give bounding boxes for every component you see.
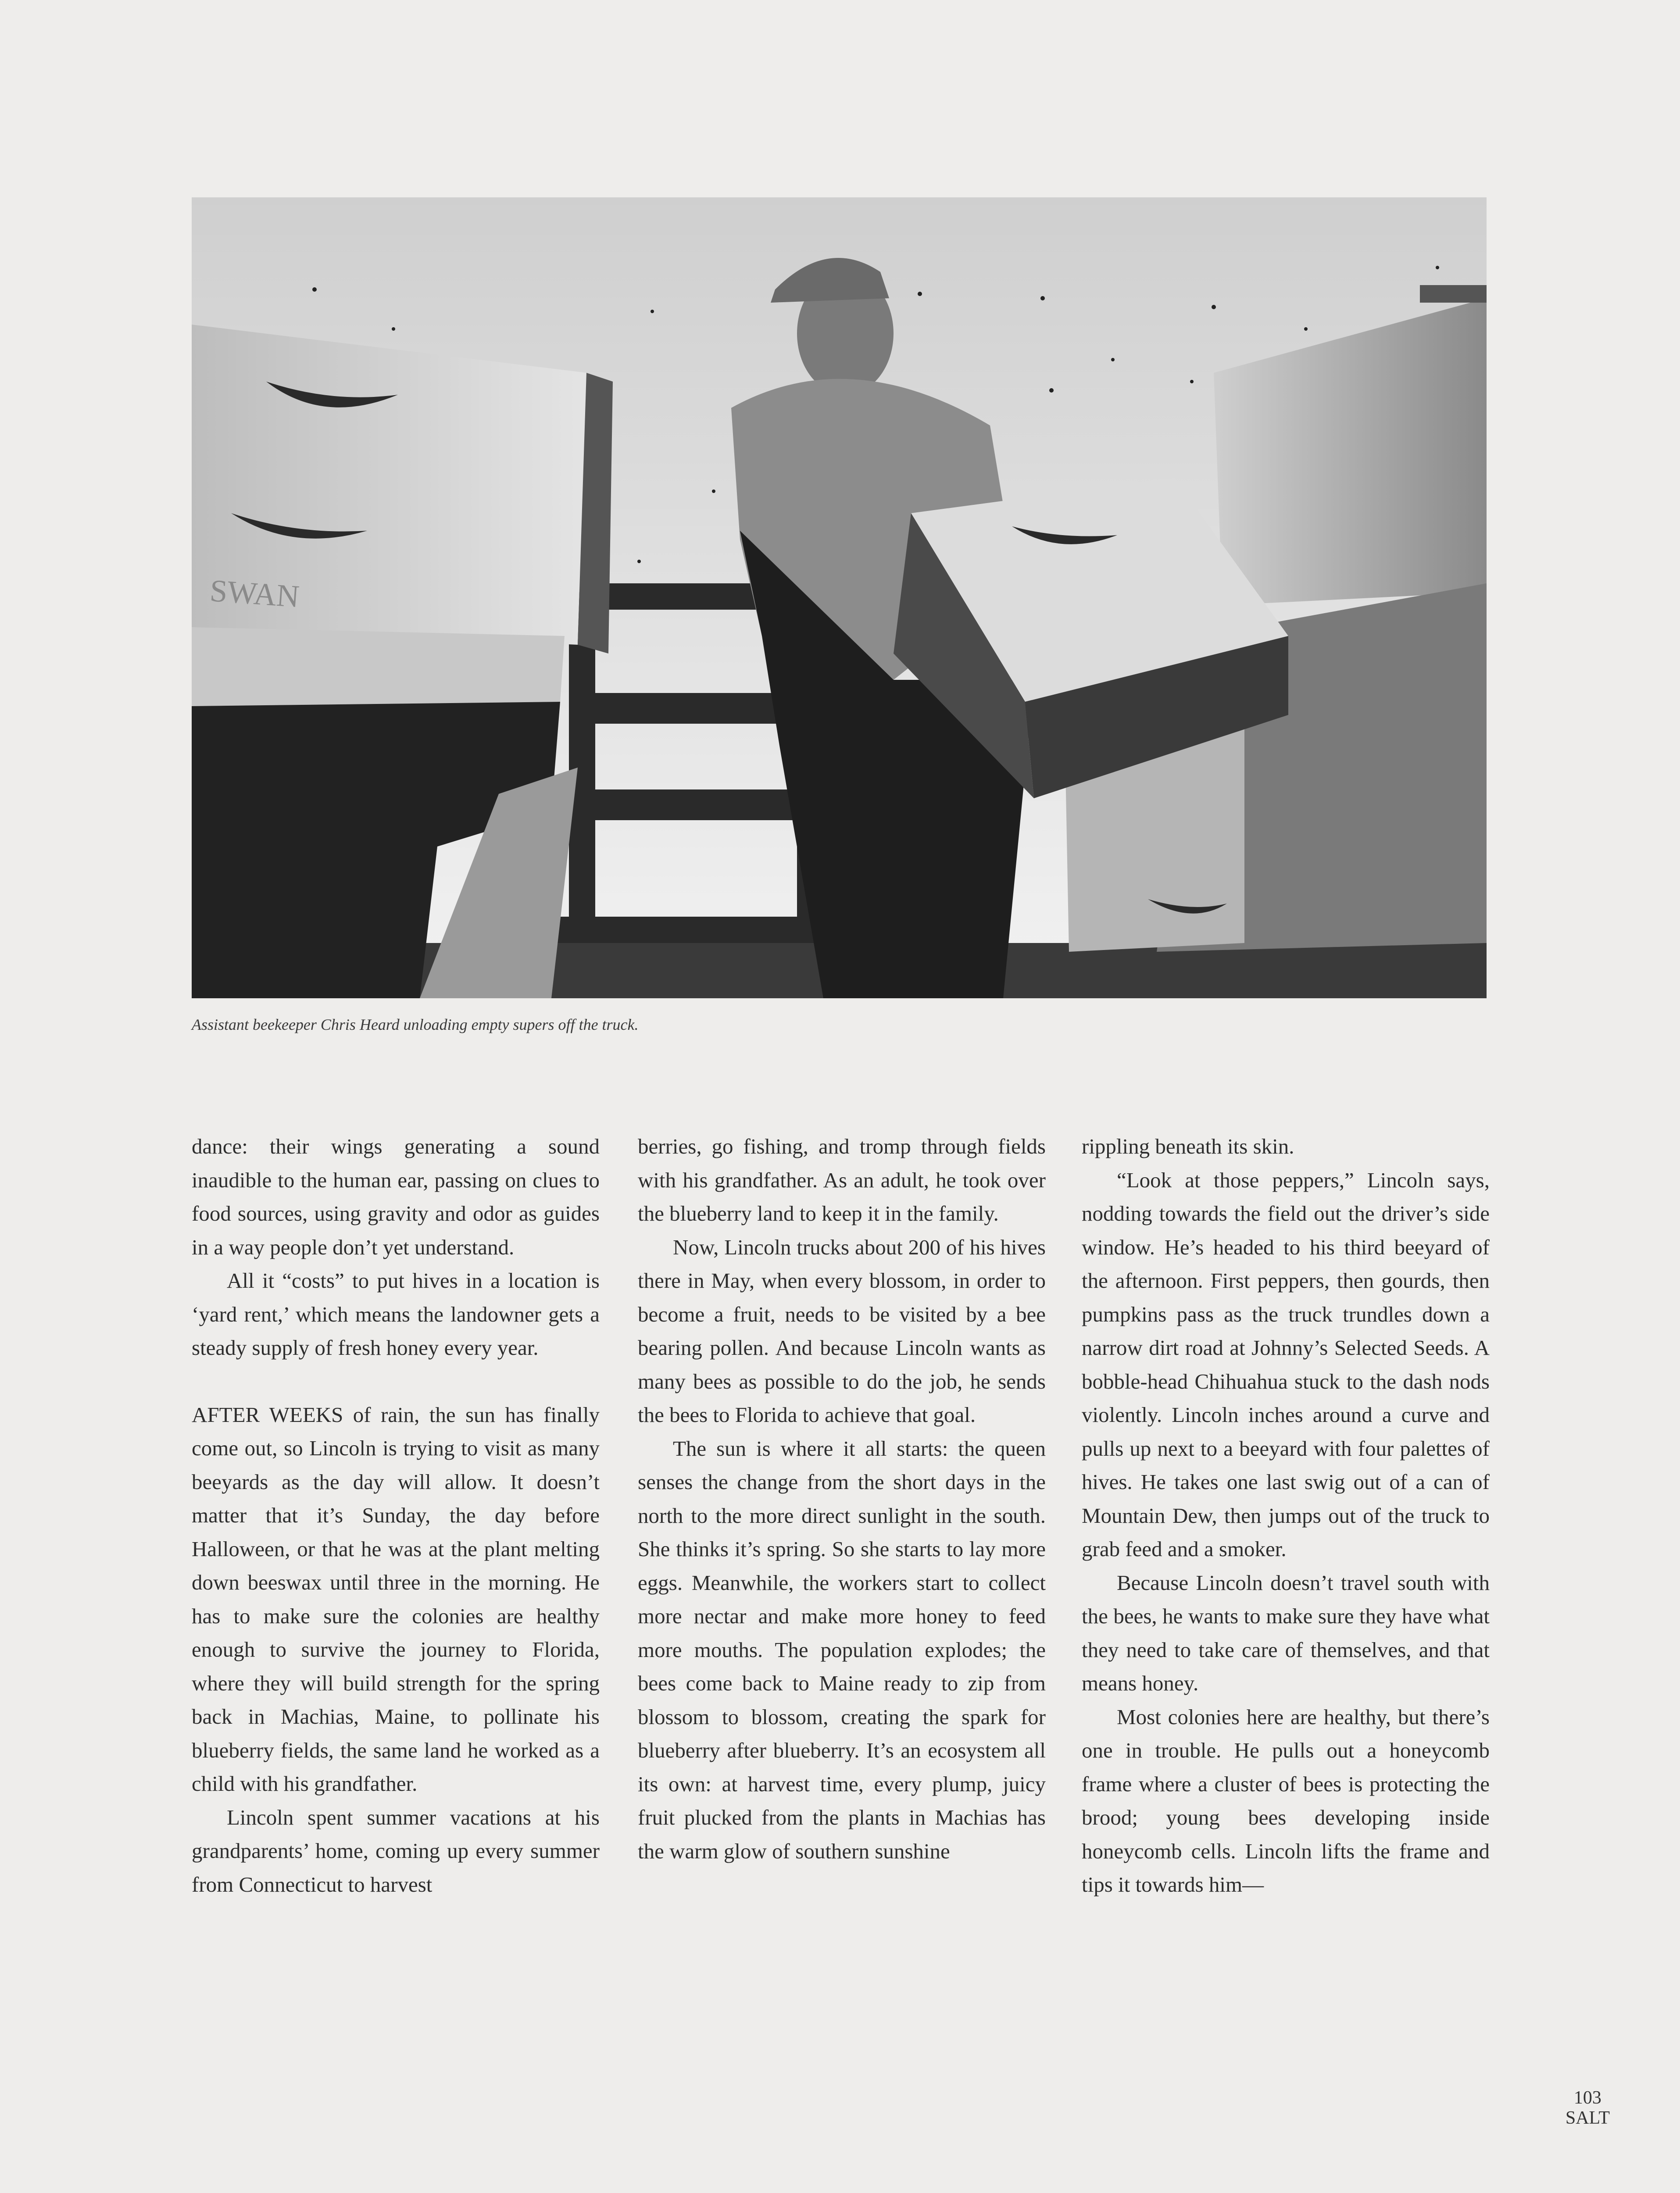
article-column-3 — [1082, 1130, 1490, 1902]
beekeeper-photo-illustration — [192, 197, 1487, 998]
page-number: 103 — [1573, 2088, 1601, 2108]
article-paragraph: Because Lincoln doesn’t travel south with the bees, he wants to make sure they have what they need to take care of themselves, and that means honey. — [1082, 1570, 1490, 1695]
magazine-name: SALT — [1565, 2108, 1610, 2128]
article-column-1 — [192, 1130, 600, 1901]
article-paragraph: dance: their wings generating a sound inaudible to the human ear, passing on clues to food sources, using gravity and odor as guides in a way people don’t yet understand. — [192, 1134, 600, 1259]
article-paragraph: rippling beneath its skin. — [1082, 1134, 1294, 1158]
article-paragraph: All it “costs” to put hives in a location is ‘yard rent,’ which means the landowner gets a steady supply of fresh honey every year. — [192, 1268, 600, 1360]
article-paragraph: AFTER WEEKS of rain, the sun has finally come out, so Lincoln is trying to visit as many beeyards as the day will allow. It doesn’t matter that it’s Sunday, the day before Halloween, or that he was at the plant melting down beeswax until three in the morning. He has to make sure the colonies are healthy enough to survive the journey to Florida, where they will build strength for the spring back in Machias, Maine, to pollinate his blueberry fields, the same land he worked as a child with his grandfather. — [192, 1402, 600, 1796]
article-paragraph: The sun is where it all starts: the queen senses the change from the short days in the north to the more direct sunlight in the south. She thinks it’s spring. So she starts to lay more eggs. Meanwhile, the workers start to collect more nectar and make more honey to feed more mouths. The population explodes; the bees come back to Maine ready to zip from blossom to blossom, creating the spark for blueberry after blueberry. It’s an ecosystem all its own: at harvest time, every plump, juicy fruit plucked from the plants in Machias has the warm glow of southern sunshine — [638, 1436, 1046, 1863]
article-column-2 — [638, 1130, 1046, 1868]
article-paragraph: Lincoln spent summer vacations at his grandparents’ home, coming up every summer from Connecticut to harvest — [192, 1805, 600, 1897]
article-paragraph: Now, Lincoln trucks about 200 of his hives there in May, when every blossom, in order to become a fruit, needs to be visited by a bee bearing pollen. And because Lincoln wants as many bees as possible to do the job, he sends the bees to Florida to achieve that goal. — [638, 1235, 1046, 1427]
photograph — [192, 197, 1487, 998]
article-paragraph: Most colonies here are healthy, but there’s one in trouble. He pulls out a honeycomb frame where a cluster of bees is protecting the brood; young bees developing inside honeycomb cells. Lincoln lifts the frame and tips it towards him— — [1082, 1704, 1490, 1897]
page-folio — [1566, 2088, 1610, 2128]
article-paragraph: berries, go fishing, and tromp through fields with his grandfather. As an adult, he took over the blueberry land to keep it in the family. — [638, 1134, 1046, 1225]
article-paragraph: “Look at those peppers,” Lincoln says, nodding towards the field out the driver’s side window. He’s headed to his third beeyard of the afternoon. First peppers, then gourds, then pumpkins pass as the truck trundles down a narrow dirt road at Johnny’s Selected Seeds. A bobble-head Chihuahua stuck to the dash nods violently. Lincoln inches around a curve and pulls up next to a beeyard with four palettes of hives. He takes one last swig out of a can of Mountain Dew, then jumps out of the truck to grab feed and a smoker. — [1082, 1168, 1490, 1561]
photo-caption: Assistant beekeeper Chris Heard unloading empty supers off the truck. — [192, 1016, 639, 1033]
hive-box-label: SWAN — [208, 573, 300, 614]
